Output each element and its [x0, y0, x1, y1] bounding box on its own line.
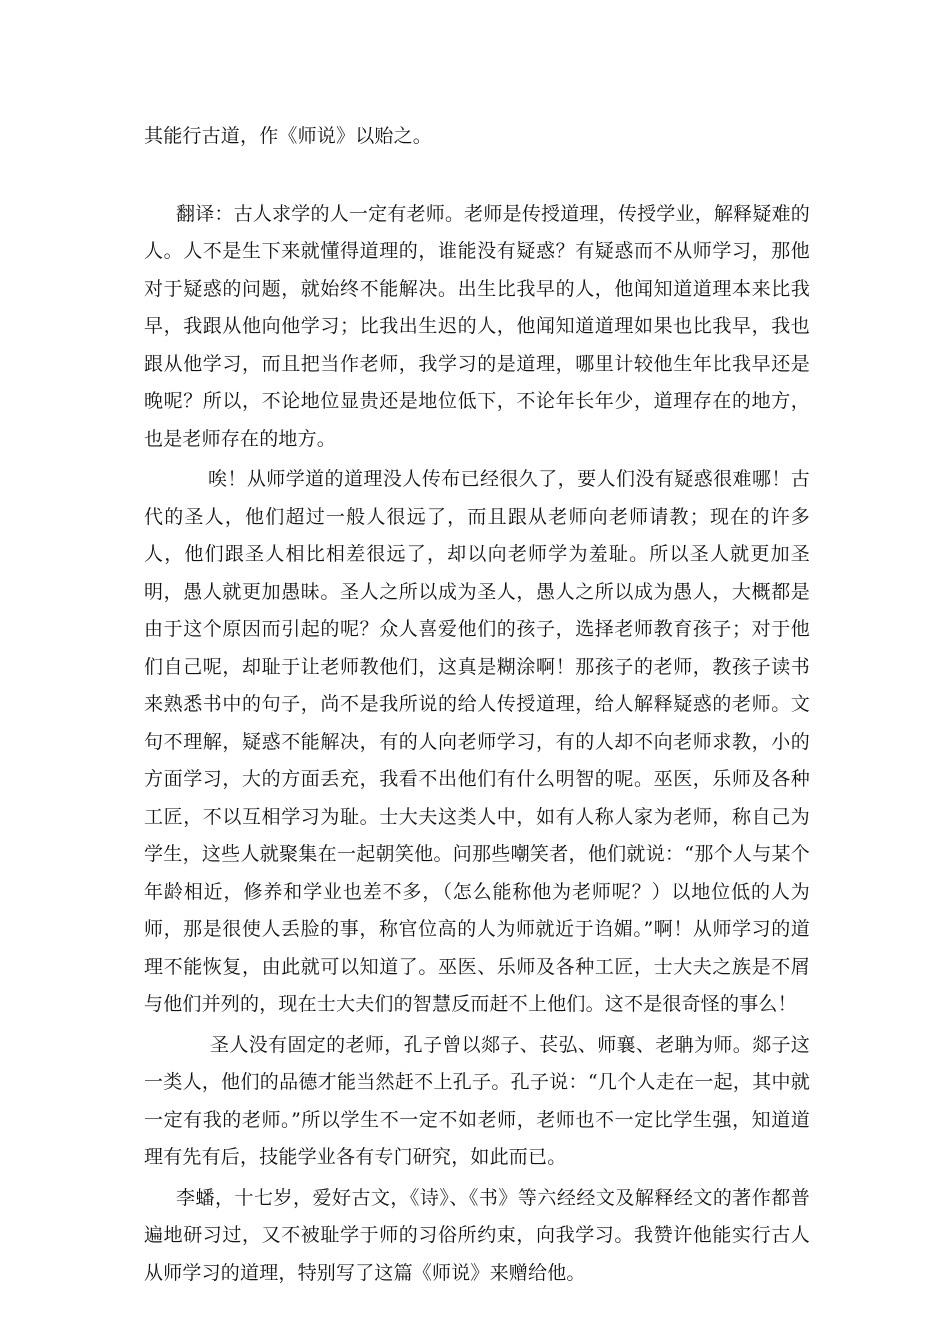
opening-line: 其能行古道，作《师说》以贻之。 — [144, 125, 433, 147]
paragraph-translation-intro: 翻译：古人求学的人一定有老师。老师是传授道理，传授学业，解释疑难的人。人不是生下来就懂得道理的，谁能没有疑惑？有疑惑而不从师学习，那他对于疑惑的问题，就始终不能解决。出生比我早的人，他闻知道道理本来比我早，我跟从他向他学习；比我出生迟的人，他闻知道道理如果也比我早，我也跟从他学习，而且把当作老师，我学习的是道理，哪里计较他生年比我早还是晚呢？所以，不论地位显贵还是地位低下，不论年长年少，道理存在的地方，也是老师存在的地方。 — [144, 202, 810, 450]
translation-section — [144, 196, 810, 1293]
paragraph-translation-sages: 圣人没有固定的老师，孔子曾以郯子、苌弘、师襄、老聃为师。郯子这一类人，他们的品德才能当然赶不上孔子。孔子说：“几个人走在一起，其中就一定有我的老师。”所以学生不一定不如老师，老师也不一定比学生强，知道道理有先有后，技能学业各有专门研究，如此而已。 — [144, 1033, 810, 1168]
paragraph-translation-lipan: 李蟠，十七岁，爱好古文，《诗》、《书》等六经经文及解释经文的著作都普遍地研习过，又不被耻学于师的习俗所约束，向我学习。我赞许他能实行古人从师学习的道理，特别写了这篇《师说》来赠给他。 — [144, 1186, 810, 1284]
document-body — [144, 118, 810, 1292]
paragraph-translation-lament: 唉！从师学道的道理没人传布已经很久了，要人们没有疑惑很难哪！古代的圣人，他们超过一般人很远了，而且跟从老师向老师请教；现在的许多人，他们跟圣人相比相差很远了，却以向老师学为羞耻。所以圣人就更加圣明，愚人就更加愚昧。圣人之所以成为圣人，愚人之所以成为愚人，大概都是由于这个原因而引起的呢？众人喜爱他们的孩子，选择老师教育孩子；对于他们自己呢，却耻于让老师教他们，这真是糊涂啊！那孩子的老师，教孩子读书来熟悉书中的句子，尚不是我所说的给人传授道理，给人解释疑惑的老师。文句不理解，疑惑不能解决，有的人向老师学习，有的人却不向老师求教，小的方面学习，大的方面丢充，我看不出他们有什么明智的呢。巫医，乐师及各种工匠，不以互相学习为耻。士大夫这类人中，如有人称人家为老师，称自己为学生，这些人就聚集在一起朝笑他。问那些嘲笑者，他们就说：“那个人与某个年龄相近，修养和学业也差不多，（怎么能称他为老师呢？）以地位低的人为师，那是很使人丢脸的事，称官位高的人为师就近于诌媚。”啊！从师学习的道理不能恢复，由此就可以知道了。巫医、乐师及各种工匠，士大夫之族是不屑与他们并列的，现在士大夫们的智慧反而赶不上他们。这不是很奇怪的事么！ — [144, 468, 810, 1015]
